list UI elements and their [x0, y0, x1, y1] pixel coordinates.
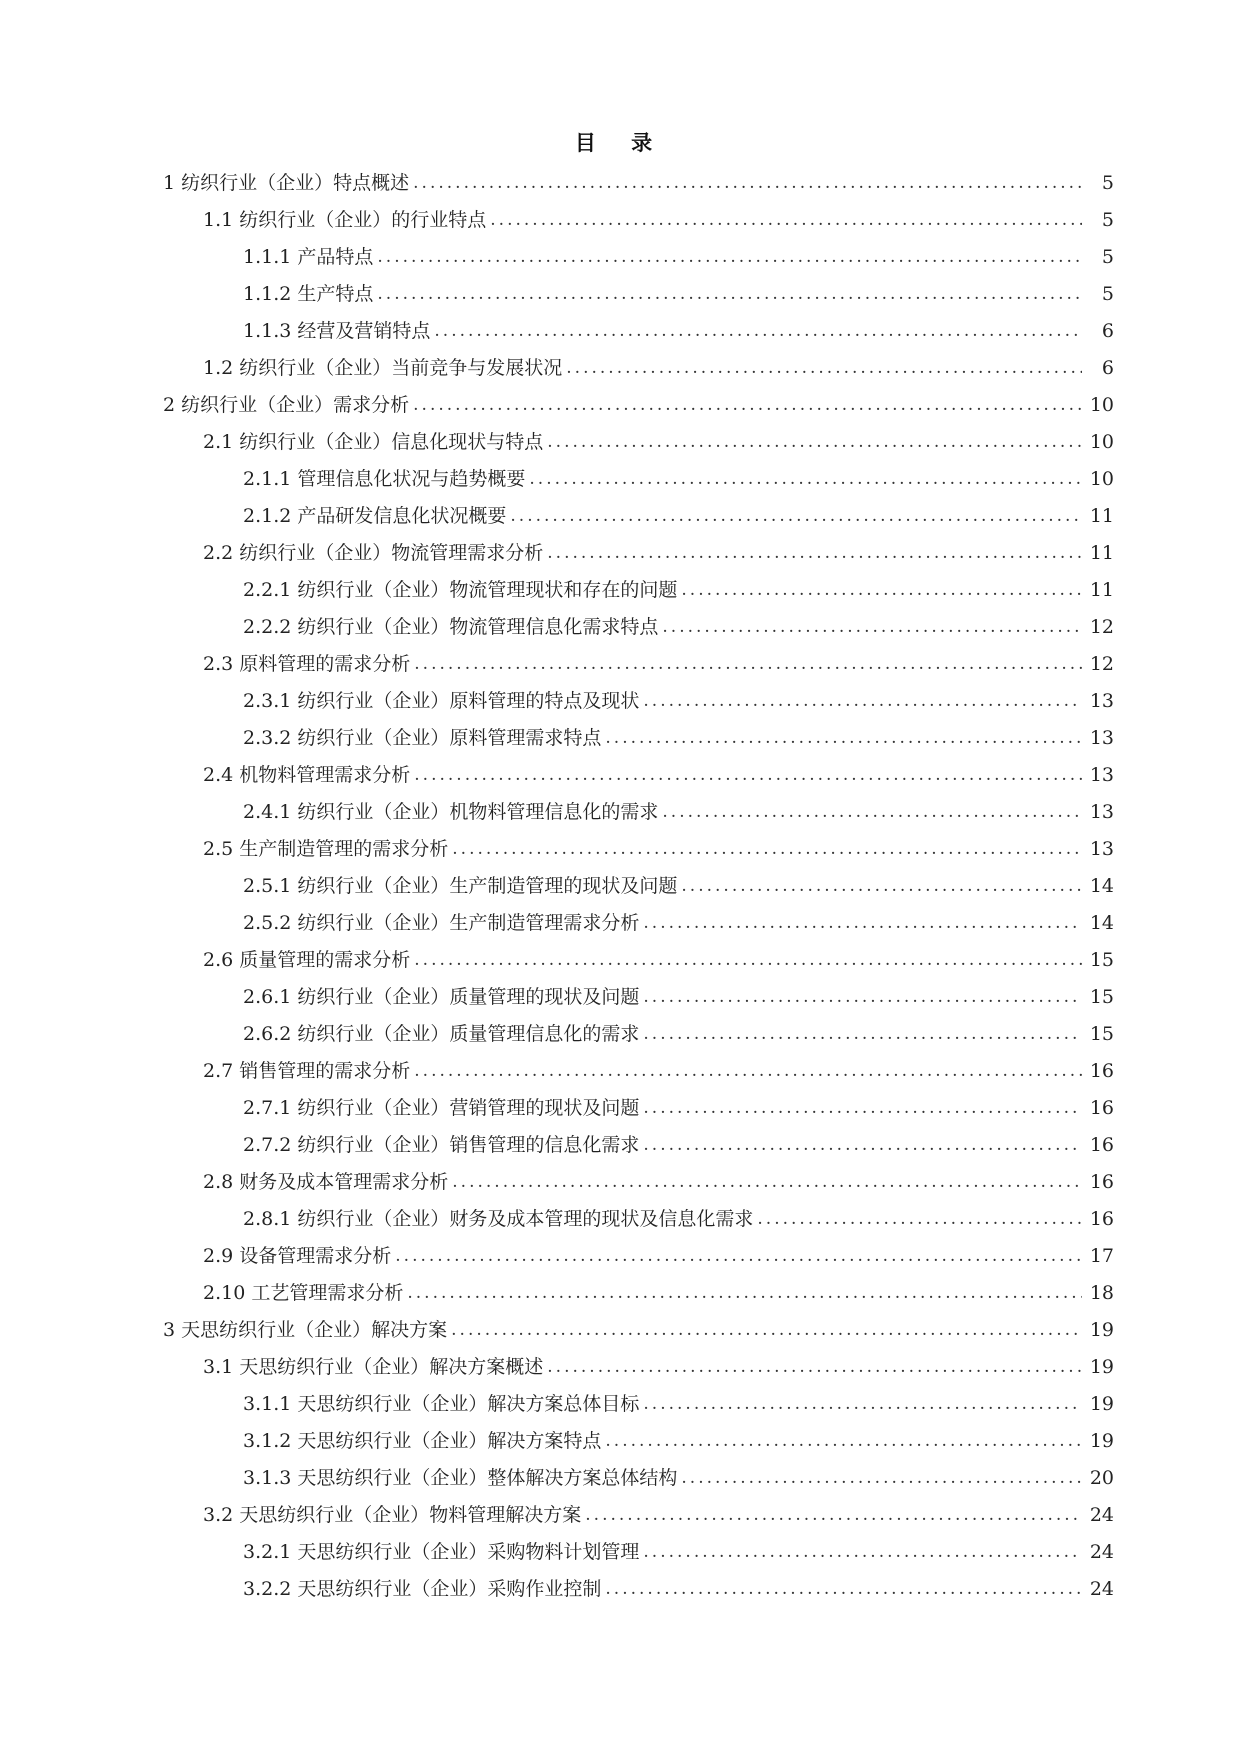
toc-dot-leader	[643, 1097, 1082, 1119]
toc-entry[interactable]	[0, 497, 1241, 534]
toc-page-number: 19	[1089, 1318, 1114, 1341]
toc-entry[interactable]	[0, 238, 1241, 275]
toc-page-number: 5	[1101, 171, 1114, 194]
toc-entry-label: 1.2 纺织行业（企业）当前竞争与发展状况	[203, 356, 563, 379]
toc-dot-leader	[413, 394, 1082, 416]
toc-dot-leader	[451, 1319, 1082, 1341]
toc-entry-label: 2.5 生产制造管理的需求分析	[203, 837, 449, 860]
toc-dot-leader	[605, 727, 1082, 749]
toc-page-number: 16	[1089, 1059, 1114, 1082]
toc-dot-leader	[605, 1430, 1082, 1452]
toc-entry-label: 2.6 质量管理的需求分析	[203, 948, 411, 971]
toc-page-number: 15	[1089, 1022, 1114, 1045]
toc-entry-label: 2.2 纺织行业（企业）物流管理需求分析	[203, 541, 544, 564]
toc-page-number: 12	[1089, 615, 1114, 638]
toc-dot-leader	[643, 986, 1082, 1008]
toc-page-number: 13	[1089, 800, 1114, 823]
toc-entry[interactable]	[0, 830, 1241, 867]
toc-dot-leader	[643, 690, 1082, 712]
toc-page-number: 18	[1089, 1281, 1114, 1304]
toc-entry[interactable]	[0, 904, 1241, 941]
toc-entry[interactable]	[0, 756, 1241, 793]
toc-dot-leader	[643, 1134, 1082, 1156]
toc-entry[interactable]	[0, 1422, 1241, 1459]
toc-dot-leader	[407, 1282, 1082, 1304]
toc-entry-label: 2.5.1 纺织行业（企业）生产制造管理的现状及问题	[243, 874, 678, 897]
toc-entry-label: 2.8 财务及成本管理需求分析	[203, 1170, 449, 1193]
toc-entry[interactable]	[0, 312, 1241, 349]
toc-dot-leader	[395, 1245, 1082, 1267]
toc-entry-label: 2.6.1 纺织行业（企业）质量管理的现状及问题	[243, 985, 640, 1008]
toc-page-number: 16	[1089, 1096, 1114, 1119]
toc-entry-label: 2.4 机物料管理需求分析	[203, 763, 411, 786]
toc-entry[interactable]	[0, 349, 1241, 386]
toc-entry[interactable]	[0, 1348, 1241, 1385]
toc-dot-leader	[662, 801, 1082, 823]
toc-dot-leader	[585, 1504, 1082, 1526]
toc-entry[interactable]	[0, 386, 1241, 423]
toc-entry[interactable]	[0, 571, 1241, 608]
toc-page-number: 11	[1089, 504, 1114, 527]
toc-dot-leader	[510, 505, 1082, 527]
toc-dot-leader	[643, 1393, 1082, 1415]
toc-dot-leader	[377, 246, 1082, 268]
toc-entry-label: 3.1.3 天思纺织行业（企业）整体解决方案总体结构	[243, 1466, 678, 1489]
toc-dot-leader	[452, 838, 1082, 860]
toc-entry[interactable]	[0, 1089, 1241, 1126]
toc-page-number: 16	[1089, 1170, 1114, 1193]
toc-entry-label: 3.2 天思纺织行业（企业）物料管理解决方案	[203, 1503, 582, 1526]
toc-page-number: 5	[1101, 208, 1114, 231]
toc-entry[interactable]	[0, 1015, 1241, 1052]
toc-dot-leader	[547, 542, 1082, 564]
toc-page-number: 6	[1101, 319, 1114, 342]
toc-entry-label: 2.1.1 管理信息化状况与趋势概要	[243, 467, 526, 490]
toc-dot-leader	[452, 1171, 1082, 1193]
toc-dot-leader	[757, 1208, 1082, 1230]
toc-entry[interactable]	[0, 682, 1241, 719]
toc-entry-label: 2.9 设备管理需求分析	[203, 1244, 392, 1267]
toc-entry[interactable]	[0, 867, 1241, 904]
toc-entry[interactable]	[0, 1274, 1241, 1311]
toc-entry-label: 3 天思纺织行业（企业）解决方案	[163, 1318, 448, 1341]
toc-page-number: 15	[1089, 985, 1114, 1008]
toc-page-number: 6	[1101, 356, 1114, 379]
toc-entry[interactable]	[0, 1237, 1241, 1274]
toc-entry-label: 1.1 纺织行业（企业）的行业特点	[203, 208, 487, 231]
toc-entry[interactable]	[0, 460, 1241, 497]
toc-page-number: 24	[1089, 1577, 1114, 1600]
toc-entry[interactable]	[0, 1311, 1241, 1348]
toc-page-number: 11	[1089, 578, 1114, 601]
toc-entry[interactable]	[0, 423, 1241, 460]
toc-entry[interactable]	[0, 1570, 1241, 1607]
toc-entry[interactable]	[0, 1200, 1241, 1237]
toc-entry-label: 3.2.1 天思纺织行业（企业）采购物料计划管理	[243, 1540, 640, 1563]
toc-entry-label: 1.1.1 产品特点	[243, 245, 374, 268]
toc-entry[interactable]	[0, 941, 1241, 978]
toc-entry-label: 2.10 工艺管理需求分析	[203, 1281, 404, 1304]
table-of-contents	[0, 164, 1241, 1607]
toc-dot-leader	[662, 616, 1082, 638]
toc-entry-label: 3.1.1 天思纺织行业（企业）解决方案总体目标	[243, 1392, 640, 1415]
toc-entry-label: 2.1.2 产品研发信息化状况概要	[243, 504, 507, 527]
toc-page-number: 20	[1089, 1466, 1114, 1489]
toc-entry-label: 2.7.2 纺织行业（企业）销售管理的信息化需求	[243, 1133, 640, 1156]
toc-page-number: 5	[1101, 282, 1114, 305]
toc-page-number: 17	[1089, 1244, 1114, 1267]
toc-dot-leader	[529, 468, 1082, 490]
toc-dot-leader	[547, 1356, 1082, 1378]
toc-entry-label: 2.2.1 纺织行业（企业）物流管理现状和存在的问题	[243, 578, 678, 601]
toc-dot-leader	[413, 172, 1082, 194]
toc-entry[interactable]	[0, 534, 1241, 571]
toc-entry[interactable]	[0, 1126, 1241, 1163]
toc-entry-label: 3.2.2 天思纺织行业（企业）采购作业控制	[243, 1577, 602, 1600]
toc-page-number: 10	[1089, 393, 1114, 416]
toc-entry-label: 2.3.1 纺织行业（企业）原料管理的特点及现状	[243, 689, 640, 712]
toc-page-number: 13	[1089, 726, 1114, 749]
toc-dot-leader	[643, 1541, 1082, 1563]
toc-entry-label: 2.7 销售管理的需求分析	[203, 1059, 411, 1082]
toc-entry[interactable]	[0, 645, 1241, 682]
toc-dot-leader	[681, 1467, 1082, 1489]
toc-entry-label: 1.1.2 生产特点	[243, 282, 374, 305]
toc-entry[interactable]	[0, 608, 1241, 645]
toc-page-number: 10	[1089, 430, 1114, 453]
toc-dot-leader	[605, 1578, 1082, 1600]
toc-page-number: 24	[1089, 1503, 1114, 1526]
toc-page-number: 19	[1089, 1392, 1114, 1415]
toc-page-number: 11	[1089, 541, 1114, 564]
toc-entry[interactable]	[0, 1496, 1241, 1533]
toc-entry-label: 2 纺织行业（企业）需求分析	[163, 393, 410, 416]
toc-entry-label: 2.4.1 纺织行业（企业）机物料管理信息化的需求	[243, 800, 659, 823]
toc-page-number: 19	[1089, 1429, 1114, 1452]
toc-dot-leader	[681, 579, 1082, 601]
toc-page-number: 5	[1101, 245, 1114, 268]
toc-page-number: 13	[1089, 689, 1114, 712]
toc-page-number: 16	[1089, 1133, 1114, 1156]
toc-entry-label: 1 纺织行业（企业）特点概述	[163, 171, 410, 194]
toc-entry-label: 2.6.2 纺织行业（企业）质量管理信息化的需求	[243, 1022, 640, 1045]
toc-dot-leader	[490, 209, 1082, 231]
toc-entry-label: 3.1.2 天思纺织行业（企业）解决方案特点	[243, 1429, 602, 1452]
toc-dot-leader	[547, 431, 1082, 453]
toc-page-number: 24	[1089, 1540, 1114, 1563]
toc-page-number: 13	[1089, 837, 1114, 860]
toc-entry[interactable]	[0, 1052, 1241, 1089]
toc-dot-leader	[414, 653, 1082, 675]
toc-entry-label: 2.5.2 纺织行业（企业）生产制造管理需求分析	[243, 911, 640, 934]
toc-dot-leader	[566, 357, 1082, 379]
toc-entry-label: 2.7.1 纺织行业（企业）营销管理的现状及问题	[243, 1096, 640, 1119]
toc-entry-label: 2.8.1 纺织行业（企业）财务及成本管理的现状及信息化需求	[243, 1207, 754, 1230]
toc-entry-label: 2.3.2 纺织行业（企业）原料管理需求特点	[243, 726, 602, 749]
toc-dot-leader	[681, 875, 1082, 897]
toc-entry-label: 2.1 纺织行业（企业）信息化现状与特点	[203, 430, 544, 453]
toc-entry[interactable]	[0, 719, 1241, 756]
toc-dot-leader	[414, 1060, 1082, 1082]
toc-entry[interactable]	[0, 793, 1241, 830]
toc-dot-leader	[643, 1023, 1082, 1045]
toc-entry[interactable]	[0, 201, 1241, 238]
toc-page-number: 15	[1089, 948, 1114, 971]
toc-page-number: 13	[1089, 763, 1114, 786]
toc-page-number: 16	[1089, 1207, 1114, 1230]
toc-entry-label: 3.1 天思纺织行业（企业）解决方案概述	[203, 1355, 544, 1378]
toc-dot-leader	[414, 949, 1082, 971]
toc-entry[interactable]	[0, 275, 1241, 312]
toc-dot-leader	[434, 320, 1082, 342]
toc-entry[interactable]	[0, 1533, 1241, 1570]
toc-entry-label: 2.2.2 纺织行业（企业）物流管理信息化需求特点	[243, 615, 659, 638]
toc-dot-leader	[377, 283, 1082, 305]
toc-entry-label: 2.3 原料管理的需求分析	[203, 652, 411, 675]
toc-page-number: 14	[1089, 911, 1114, 934]
toc-title: 目 录	[574, 131, 667, 155]
toc-page-number: 19	[1089, 1355, 1114, 1378]
toc-entry[interactable]	[0, 978, 1241, 1015]
toc-entry[interactable]	[0, 164, 1241, 201]
toc-dot-leader	[643, 912, 1082, 934]
toc-page-number: 14	[1089, 874, 1114, 897]
toc-entry-label: 1.1.3 经营及营销特点	[243, 319, 431, 342]
toc-dot-leader	[414, 764, 1082, 786]
toc-entry[interactable]	[0, 1459, 1241, 1496]
toc-entry[interactable]	[0, 1163, 1241, 1200]
toc-page-number: 12	[1089, 652, 1114, 675]
toc-entry[interactable]	[0, 1385, 1241, 1422]
toc-page-number: 10	[1089, 467, 1114, 490]
